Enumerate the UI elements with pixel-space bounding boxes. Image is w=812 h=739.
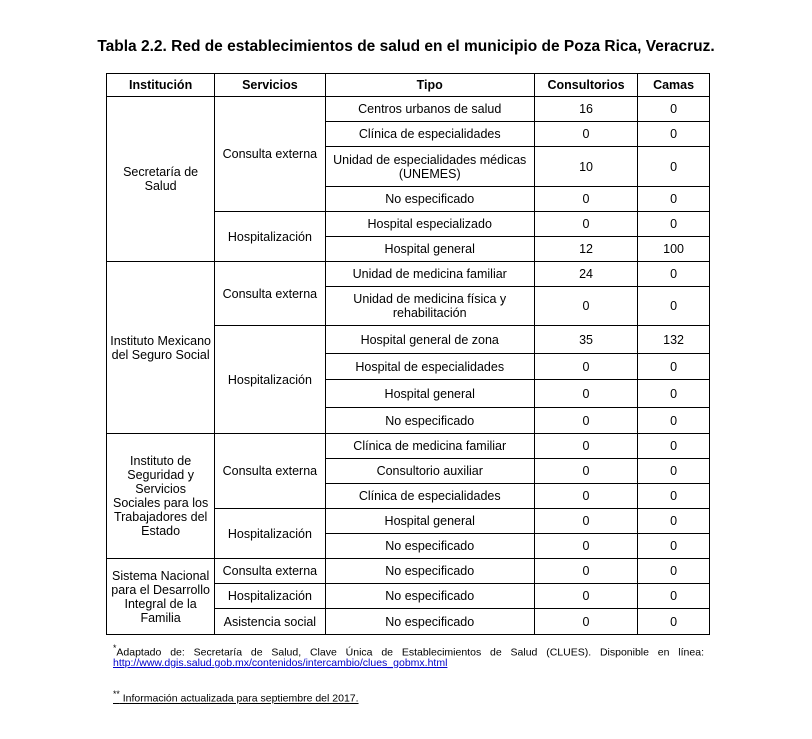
camas-cell: 0 [638,509,710,534]
camas-cell: 0 [638,534,710,559]
camas-cell: 100 [638,237,710,262]
table-title: Tabla 2.2. Red de establecimientos de salud en el municipio de Poza Rica, Veracruz. [97,38,715,55]
header-tipo: Tipo [325,74,534,97]
consultorios-cell: 16 [534,97,637,122]
type-cell: Centros urbanos de salud [325,97,534,122]
footnote-marker-double: ** [113,689,120,699]
type-cell: Clínica de medicina familiar [325,434,534,459]
header-consultorios: Consultorios [534,74,637,97]
camas-cell: 0 [638,559,710,584]
consultorios-cell: 35 [534,326,637,354]
consultorios-cell: 0 [534,459,637,484]
institution-cell: Sistema Nacional para el Desarrollo Integral de la Familia [107,559,215,635]
consultorios-cell: 0 [534,584,637,609]
consultorios-cell: 0 [534,434,637,459]
type-cell: Consultorio auxiliar [325,459,534,484]
consultorios-cell: 0 [534,609,637,635]
type-cell: Unidad de especialidades médicas (UNEMES) [325,147,534,187]
type-cell: No especificado [325,559,534,584]
consultorios-cell: 0 [534,380,637,408]
type-cell: No especificado [325,609,534,635]
type-cell: No especificado [325,584,534,609]
footnote-update [113,687,359,706]
camas-cell: 0 [638,408,710,434]
service-cell: Hospitalización [215,212,325,262]
service-cell: Hospitalización [215,584,325,609]
table-row [107,434,710,459]
type-cell: Hospital general [325,380,534,408]
camas-cell: 0 [638,459,710,484]
type-cell: Hospital general [325,509,534,534]
type-cell: No especificado [325,187,534,212]
consultorios-cell: 0 [534,484,637,509]
consultorios-cell: 0 [534,212,637,237]
header-row [107,74,710,97]
camas-cell: 0 [638,380,710,408]
consultorios-cell: 24 [534,262,637,287]
camas-cell: 0 [638,609,710,635]
consultorios-cell: 10 [534,147,637,187]
institution-cell: Secretaría de Salud [107,97,215,262]
service-cell: Asistencia social [215,609,325,635]
header-camas: Camas [638,74,710,97]
service-cell: Consulta externa [215,434,325,509]
camas-cell: 132 [638,326,710,354]
source-link[interactable]: http://www.dgis.salud.gob.mx/contenidos/intercambio/clues_gobmx.html [113,657,448,669]
camas-cell: 0 [638,97,710,122]
consultorios-cell: 12 [534,237,637,262]
service-cell: Consulta externa [215,262,325,326]
camas-cell: 0 [638,262,710,287]
table-row [107,97,710,122]
service-cell: Hospitalización [215,326,325,434]
type-cell: Hospital general de zona [325,326,534,354]
type-cell: Unidad de medicina familiar [325,262,534,287]
footnote-source-text: Adaptado de: Secretaría de Salud, Clave Única de Establecimientos de Salud (CLUES). Disponible en línea: [116,646,704,659]
type-cell: Clínica de especialidades [325,484,534,509]
institution-cell: Instituto Mexicano del Seguro Social [107,262,215,434]
camas-cell: 0 [638,354,710,380]
type-cell: No especificado [325,408,534,434]
consultorios-cell: 0 [534,287,637,326]
type-cell: Hospital general [325,237,534,262]
consultorios-cell: 0 [534,534,637,559]
consultorios-cell: 0 [534,559,637,584]
header-institucion: Institución [107,74,215,97]
camas-cell: 0 [638,584,710,609]
type-cell: Clínica de especialidades [325,122,534,147]
camas-cell: 0 [638,187,710,212]
footnote-update-text: Información actualizada para septiembre del 2017. [119,692,359,705]
consultorios-cell: 0 [534,122,637,147]
consultorios-cell: 0 [534,187,637,212]
camas-cell: 0 [638,287,710,326]
institution-cell: Instituto de Seguridad y Servicios Sociales para los Trabajadores del Estado [107,434,215,559]
camas-cell: 0 [638,147,710,187]
consultorios-cell: 0 [534,509,637,534]
service-cell: Hospitalización [215,509,325,559]
table-row [107,559,710,584]
health-facilities-table [106,73,710,635]
type-cell: Hospital de especialidades [325,354,534,380]
footnote-link-line [113,656,447,670]
service-cell: Consulta externa [215,559,325,584]
table-row [107,262,710,287]
footnote-marker: * [113,643,117,653]
camas-cell: 0 [638,122,710,147]
type-cell: Hospital especializado [325,212,534,237]
camas-cell: 0 [638,212,710,237]
service-cell: Consulta externa [215,97,325,212]
type-cell: Unidad de medicina física y rehabilitación [325,287,534,326]
camas-cell: 0 [638,484,710,509]
type-cell: No especificado [325,534,534,559]
camas-cell: 0 [638,434,710,459]
consultorios-cell: 0 [534,408,637,434]
header-servicios: Servicios [215,74,325,97]
consultorios-cell: 0 [534,354,637,380]
